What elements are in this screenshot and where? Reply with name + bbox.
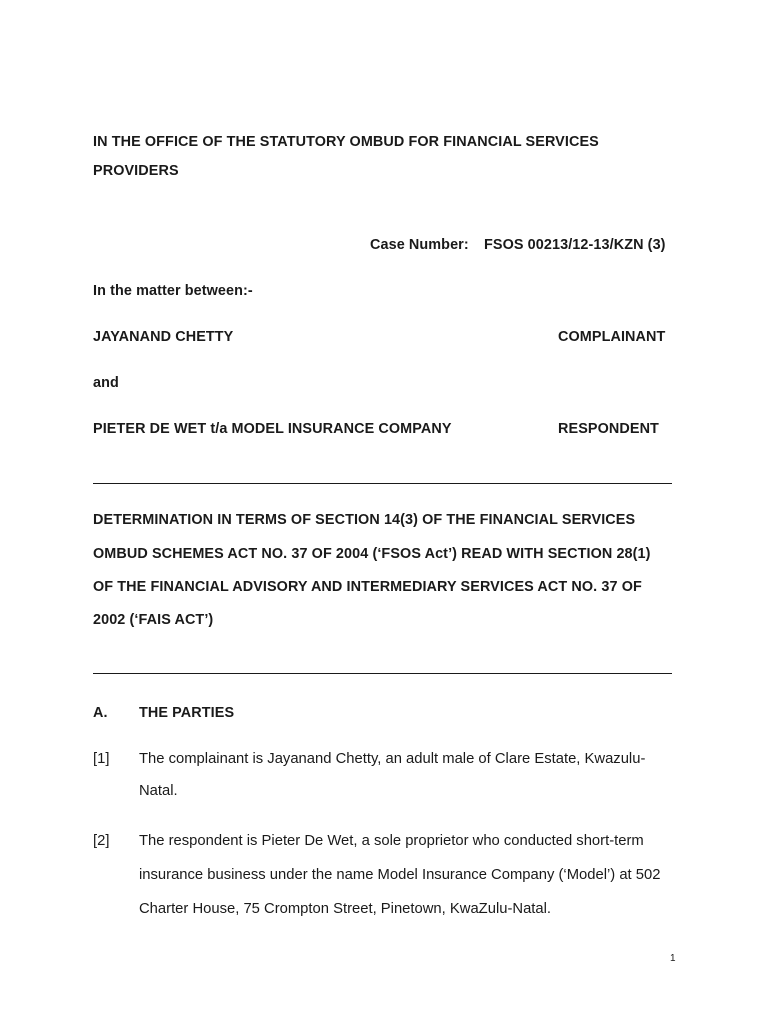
- section-a-letter: A.: [93, 705, 108, 721]
- case-number-value: FSOS 00213/12-13/KZN (3): [484, 237, 666, 253]
- horizontal-rule-bottom: [93, 673, 672, 674]
- section-a-title: THE PARTIES: [139, 705, 235, 721]
- paragraph-2-line-1: The respondent is Pieter De Wet, a sole proprietor who conducted short-term: [139, 833, 644, 849]
- complainant-name: JAYANAND CHETTY: [93, 329, 234, 345]
- determination-line-3: OF THE FINANCIAL ADVISORY AND INTERMEDIARY SERVICES ACT NO. 37 OF: [93, 579, 642, 595]
- page-number: 1: [670, 953, 676, 964]
- determination-line-2: OMBUD SCHEMES ACT NO. 37 OF 2004 (‘FSOS Act’) READ WITH SECTION 28(1): [93, 546, 651, 562]
- paragraph-1-line-2: Natal.: [139, 783, 178, 799]
- horizontal-rule-top: [93, 483, 672, 484]
- conjunction-and: and: [93, 375, 119, 391]
- respondent-name: PIETER DE WET t/a MODEL INSURANCE COMPANY: [93, 421, 452, 437]
- matter-intro: In the matter between:-: [93, 283, 253, 299]
- paragraph-2-number: [2]: [93, 833, 110, 849]
- paragraph-2-line-3: Charter House, 75 Crompton Street, Pinetown, KwaZulu-Natal.: [139, 901, 552, 917]
- respondent-role: RESPONDENT: [558, 421, 659, 437]
- determination-line-1: DETERMINATION IN TERMS OF SECTION 14(3) OF THE FINANCIAL SERVICES: [93, 512, 636, 528]
- case-number-label: Case Number:: [370, 237, 469, 253]
- header-title-line-2: PROVIDERS: [93, 163, 179, 179]
- paragraph-2-line-2: insurance business under the name Model Insurance Company (‘Model’) at 502: [139, 867, 661, 883]
- paragraph-1-number: [1]: [93, 751, 110, 767]
- header-title-line-1: IN THE OFFICE OF THE STATUTORY OMBUD FOR FINANCIAL SERVICES: [93, 134, 599, 150]
- paragraph-1-line-1: The complainant is Jayanand Chetty, an adult male of Clare Estate, Kwazulu-: [139, 751, 646, 767]
- complainant-role: COMPLAINANT: [558, 329, 666, 345]
- determination-line-4: 2002 (‘FAIS ACT’): [93, 612, 214, 628]
